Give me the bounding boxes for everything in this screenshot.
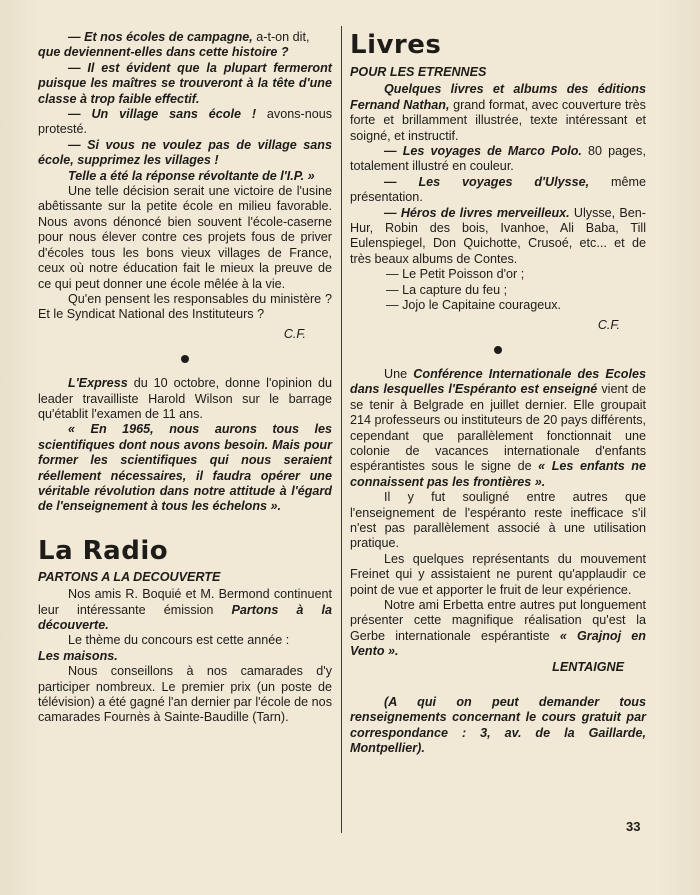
paragraph: — Il est évident que la plupart fermeront puisque les maîtres se trouveront à la tête d'une classe à trop faible effectif. bbox=[38, 60, 332, 106]
column-divider bbox=[341, 26, 342, 833]
spacer bbox=[350, 675, 646, 695]
list-item: — La capture du feu ; bbox=[386, 282, 508, 297]
paragraph: Quelques livres et albums des éditions Fernand Nathan, grand format, avec couverture très forte et brillamment illustrée, texte intéressant et soigné, et instructif. bbox=[350, 82, 646, 143]
paragraph: — Et nos écoles de campagne, a-t-on dit, bbox=[68, 30, 310, 44]
right-column bbox=[350, 30, 646, 757]
signature: C.F. bbox=[283, 326, 306, 341]
paragraph: Il y fut souligné entre autres que l'enseignement de l'espéranto reste inefficace s'il n'est pas parallèlement associé à une utilisation pratique. bbox=[350, 490, 646, 551]
section-subtitle: PARTONS A LA DECOUVERTE bbox=[38, 569, 221, 584]
left-column bbox=[38, 30, 332, 726]
paragraph: Nos amis R. Boquié et M. Bermond continuent leur intéressante émission Partons à la découverte. bbox=[38, 587, 332, 632]
section-title-livres: Livres bbox=[350, 30, 442, 60]
signature: C.F. bbox=[597, 317, 620, 332]
paragraph: Une Conférence Internationale des Ecoles dans lesquelles l'Espéranto est enseigné vient de se tenir à Belgrade en juillet dernier. Elle groupait 214 professeurs ou instituteurs de 20 pays différents, cependant que parallèlement fonctionnait une colonie de vacances internationale d'enfants espérantistes sous le signe de « Les enfants ne connaissent pas les frontières ». bbox=[350, 366, 647, 489]
paragraph: Les quelques représentants du mouvement Freinet qui y assistaient ne purent qu'applaudir ce point de vue et apporter le fruit de leur expérience. bbox=[350, 551, 646, 597]
paragraph: Le thème du concours est cette année : bbox=[68, 633, 290, 648]
paragraph: L'Express du 10 octobre, donne l'opinion du leader travailliste Harold Wilson sur le barrage qu'établit l'examen de 11 ans. bbox=[38, 376, 332, 421]
paragraph: Telle a été la réponse révoltante de l'I.P. » bbox=[68, 168, 315, 183]
section-subtitle: POUR LES ETRENNES bbox=[350, 65, 487, 79]
paragraph: — Héros de livres merveilleux. Ulysse, Ben-Hur, Robin des bois, Ivanhoe, Ali Baba, Till Eulenspiegel, Don Quichotte, Crusoé, etc... et de très beaux albums de Contes. bbox=[350, 205, 646, 266]
separator-dot bbox=[350, 341, 646, 359]
signature: LENTAIGNE bbox=[552, 659, 624, 674]
paragraph: Nous conseillons à nos camarades d'y participer nombreux. Le premier prix (un poste de télévision) a été gagné l'an dernier par l'école de nos camarades Fournès à Sainte-Baudille (Tarn). bbox=[38, 664, 332, 725]
separator-dot bbox=[38, 350, 332, 368]
book-list bbox=[350, 267, 646, 313]
paragraph: Une telle décision serait une victoire de l'usine abêtissante sur la petite école en milieu favorable. Nous avons dénoncé bien souvent l'école-caserne pour nous élever contre ces projets fous de priver d'écoles tous les bons vieux villages de France, ceux où notre éducation fait le mieux la preuve de ce qui peut donner une école mêlée à la vie. bbox=[38, 184, 332, 291]
paragraph: Les maisons. bbox=[38, 648, 118, 663]
paragraph: Notre ami Erbetta entre autres put longuement présenter cette magnifique réalisation qu'est la Gerbe internationale espérantiste « Grajnoj en Vento ». bbox=[350, 598, 646, 659]
section-title-radio: La Radio bbox=[38, 535, 169, 566]
paragraph: — Un village sans école ! avons-nous protesté. bbox=[38, 107, 333, 137]
paragraph: — Les voyages de Marco Polo. 80 pages, totalement illustré en couleur. bbox=[350, 144, 646, 174]
quote-paragraph: « En 1965, nous aurons tous les scientifiques dont nous avons besoin. Mais pour former les scientifiques qui nous seraient réellement nécessaires, il faudra opérer une véritable révolution dans notre attitude à l'égard de l'enseignement à tous les échelons ». bbox=[38, 422, 332, 514]
paragraph: Qu'en pensent les responsables du ministère ? Et le Syndicat National des Instituteurs ? bbox=[38, 291, 332, 322]
paragraph: — Les voyages d'Ulysse, même présentation. bbox=[350, 174, 646, 205]
paragraph: que deviennent-elles dans cette histoire ? bbox=[38, 45, 289, 60]
page-number: 33 bbox=[626, 819, 641, 834]
list-item: — Le Petit Poisson d'or ; bbox=[386, 267, 525, 282]
list-item: — Jojo le Capitaine courageux. bbox=[386, 298, 562, 313]
paragraph: — Si vous ne voulez pas de village sans école, supprimez les villages ! bbox=[38, 137, 332, 168]
note-paragraph: (A qui on peut demander tous renseignements concernant le cours gratuit par correspondance : 3, av. de la Gaillarde, Montpellier). bbox=[350, 695, 646, 756]
